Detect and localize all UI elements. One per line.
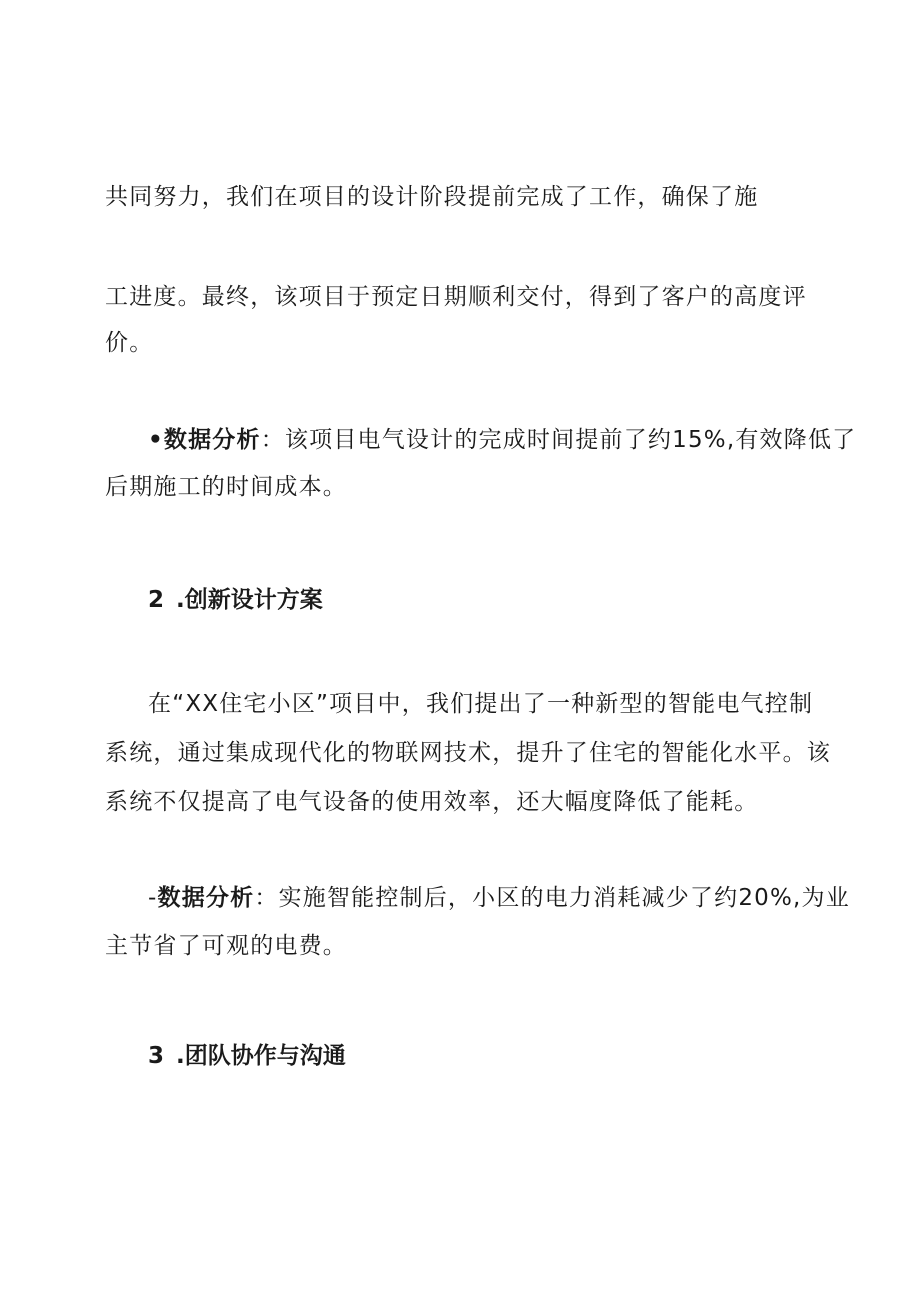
- analysis-label: 数据分析: [163, 427, 261, 453]
- label-separator: ：: [254, 885, 279, 911]
- paragraph-line: 系统不仅提高了电气设备的使用效率，还大幅度降低了能耗。: [105, 789, 759, 815]
- paragraph-line: 后期施工的时间成本。: [105, 474, 347, 500]
- section-title: .创新设计方案: [176, 587, 323, 613]
- section-number: 2: [148, 587, 165, 613]
- section-title: .团队协作与沟通: [176, 1043, 346, 1069]
- section-heading: [148, 585, 323, 615]
- analysis-text: 实施智能控制后，小区的电力消耗减少了约20%,为业: [278, 885, 850, 911]
- data-analysis-item: [148, 425, 856, 455]
- paragraph-line: 主节省了可观的电费。: [105, 933, 347, 959]
- analysis-label: 数据分析: [157, 885, 255, 911]
- paragraph-line: 系统，通过集成现代化的物联网技术，提升了住宅的智能化水平。该: [105, 740, 831, 766]
- paragraph-line: 价。: [105, 330, 154, 356]
- paragraph-line: 共同努力，我们在项目的设计阶段提前完成了工作，确保了施: [105, 184, 759, 210]
- dash-marker: -: [148, 885, 158, 911]
- paragraph-line: 工进度。最终，该项目于预定日期顺利交付，得到了客户的高度评: [105, 284, 807, 310]
- bullet-marker: •: [148, 427, 164, 453]
- paragraph-line: 在“XX住宅小区”项目中，我们提出了一种新型的智能电气控制: [148, 691, 814, 717]
- section-heading: [148, 1041, 346, 1071]
- analysis-text: 该项目电气设计的完成时间提前了约15%,有效降低了: [284, 427, 857, 453]
- data-analysis-item: [148, 883, 850, 913]
- section-number: 3: [148, 1043, 165, 1069]
- label-separator: ：: [260, 427, 285, 453]
